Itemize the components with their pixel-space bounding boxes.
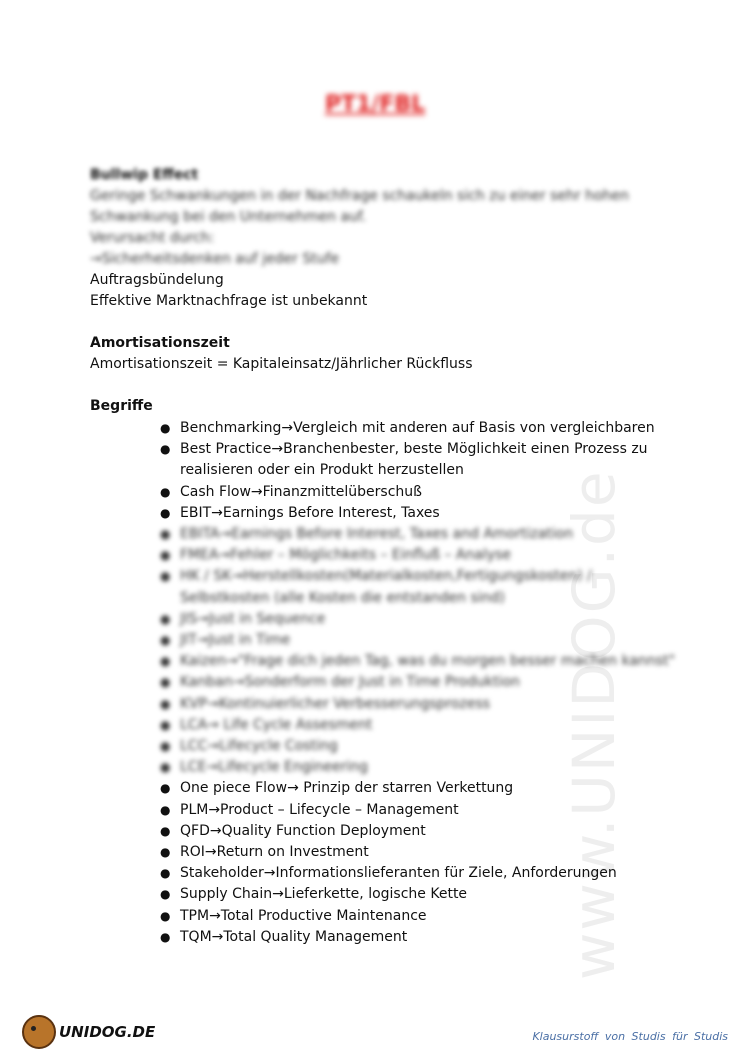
bullet-icon: ● <box>160 442 171 457</box>
bullet-icon: ● <box>160 929 171 944</box>
term-text: One piece Flow→ Prinzip der starren Verkettung <box>180 780 514 797</box>
term-item <box>160 651 680 672</box>
term-item <box>160 906 680 927</box>
bullet-icon: ● <box>160 675 171 690</box>
bullet-icon: ● <box>160 696 171 711</box>
term-text: EBITA→Earnings Before Interest, Taxes and Amortization <box>180 526 574 543</box>
bullet-icon: ● <box>160 611 171 626</box>
term-text: JIS→Just in Sequence <box>180 610 326 627</box>
term-text: LCC→Lifecycle Costing <box>180 738 338 755</box>
term-item <box>160 439 680 481</box>
term-item <box>160 757 680 778</box>
term-item <box>160 884 680 905</box>
bullet-icon: ● <box>160 845 171 860</box>
watermark-text: www.UNIDOG.de <box>560 469 628 980</box>
term-item <box>160 863 680 884</box>
bullet-icon: ● <box>160 569 171 584</box>
bullet-icon: ● <box>160 484 171 499</box>
term-text: PLM→Product – Lifecycle – Management <box>180 801 459 818</box>
begriffe-section <box>90 396 690 417</box>
term-text: JIT→Just in Time <box>180 632 291 649</box>
bullet-icon: ● <box>160 421 171 435</box>
term-text: LCE→Lifecycle Engineering <box>180 759 369 776</box>
bullet-icon: ● <box>160 654 171 669</box>
bullet-icon: ● <box>160 802 171 817</box>
term-text: Kanban→Sonderform der Just in Time Produktion <box>180 674 520 691</box>
bullet-icon: ● <box>160 823 171 838</box>
term-item <box>160 778 680 799</box>
term-item <box>160 418 680 439</box>
term-text: Stakeholder→Informationslieferanten für Ziele, Anforderungen <box>180 865 617 882</box>
term-text: QFD→Quality Function Deployment <box>180 822 426 839</box>
bullwip-line-1: Geringe Schwankungen in der Nachfrage schaukeln sich zu einer sehr hohen <box>90 188 629 204</box>
bullet-icon: ● <box>160 505 171 520</box>
logo-text: UNIDOG.DE <box>59 1023 156 1041</box>
term-text: TPM→Total Productive Maintenance <box>180 907 427 924</box>
bullet-icon: ● <box>160 548 171 563</box>
bullwip-line-3: Verursacht durch: <box>90 230 215 246</box>
bullet-icon: ● <box>160 633 171 648</box>
term-text: LCA→ Life Cycle Assesment <box>180 716 373 733</box>
unidog-logo <box>22 1015 155 1049</box>
amortisation-formula: Amortisationszeit = Kapitaleinsatz/Jährlicher Rückfluss <box>90 356 473 372</box>
term-item <box>160 482 680 503</box>
footer-slogan: Klausurstoff von Studis für Studis <box>532 1030 728 1043</box>
bullet-icon: ● <box>160 760 171 775</box>
term-text: Best Practice→Branchenbester, beste Möglichkeit einen Prozess zu realisieren oder ein Produkt herzustellen <box>180 441 648 479</box>
term-text: ROI→Return on Investment <box>180 844 369 861</box>
begriffe-heading: Begriffe <box>90 398 153 414</box>
amortisation-section <box>90 333 690 375</box>
bullwip-heading: Bullwip Effect <box>90 167 199 183</box>
bullwip-line-6: Effektive Marktnachfrage ist unbekannt <box>90 293 368 309</box>
term-item <box>160 545 680 566</box>
term-text: EBIT→Earnings Before Interest, Taxes <box>180 504 440 521</box>
bullet-icon: ● <box>160 527 171 542</box>
term-item <box>160 736 680 757</box>
term-item <box>160 672 680 693</box>
term-item <box>160 800 680 821</box>
term-text: Supply Chain→Lieferkette, logische Kette <box>180 886 468 903</box>
term-text: TQM→Total Quality Management <box>180 928 408 945</box>
term-text: FMEA→Fehler – Möglichkeits – Einfluß – Analyse <box>180 547 512 564</box>
bullwip-section <box>90 165 690 312</box>
bullet-icon: ● <box>160 739 171 754</box>
term-item <box>160 715 680 736</box>
document-title: PT1/FBL <box>324 92 426 117</box>
bullwip-line-5: Auftragsbündelung <box>90 272 224 288</box>
bullet-icon: ● <box>160 887 171 902</box>
term-item <box>160 503 680 524</box>
bullet-icon: ● <box>160 717 171 732</box>
term-item <box>160 609 680 630</box>
bullwip-line-4: →Sicherheitsdenken auf jeder Stufe <box>90 251 340 267</box>
term-item <box>160 566 680 608</box>
bullet-icon: ● <box>160 781 171 796</box>
term-text: Benchmarking→Vergleich mit anderen auf Basis von vergleichbaren <box>180 420 655 436</box>
bullwip-line-2: Schwankung bei den Unternehmen auf. <box>90 209 367 225</box>
term-item <box>160 694 680 715</box>
term-text: Kaizen→"Frage dich jeden Tag, was du morgen besser machen kannst" <box>180 653 676 670</box>
dog-icon <box>22 1015 56 1049</box>
term-item <box>160 927 680 948</box>
bullet-icon: ● <box>160 866 171 881</box>
term-text: KVP→Kontinuierlicher Verbesserungsprozess <box>180 695 491 712</box>
term-item <box>160 821 680 842</box>
term-item <box>160 842 680 863</box>
amortisation-heading: Amortisationszeit <box>90 335 230 351</box>
bullet-icon: ● <box>160 908 171 923</box>
term-item <box>160 524 680 545</box>
begriffe-list <box>160 418 680 948</box>
term-text: HK / SK→Herstellkosten(Materialkosten,Fertigungskosten) / Selbstkosten (alle Kosten die entstanden sind) <box>180 568 592 606</box>
term-text: Cash Flow→Finanzmittelüberschuß <box>180 483 422 500</box>
term-item <box>160 630 680 651</box>
